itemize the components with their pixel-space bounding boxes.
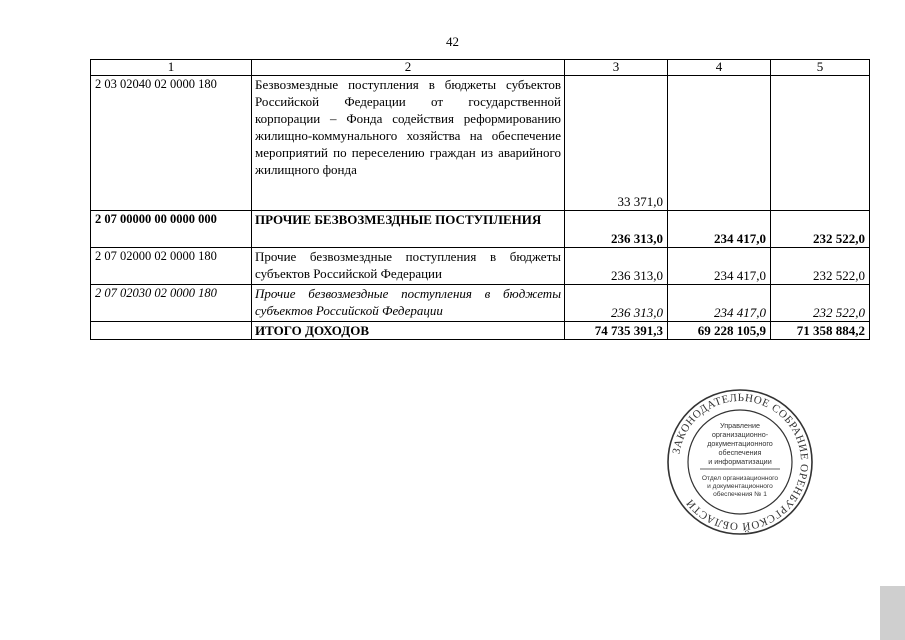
stamp-ring-text: ЗАКОНОДАТЕЛЬНОЕ СОБРАНИЕ ОРЕНБУРГСКОЙ ОБЛАСТИ: [670, 391, 811, 533]
amount-col-3: 236 313,0: [565, 211, 668, 248]
income-description: Прочие безвозмездные поступления в бюджеты субъектов Российской Федерации: [252, 248, 565, 285]
amount-col-3: 236 313,0: [565, 285, 668, 322]
amount-col-5: 232 522,0: [771, 211, 870, 248]
stamp-seal: [664, 388, 816, 536]
stamp-upper-line: организационно-: [711, 430, 769, 439]
amount-col-5: 232 522,0: [771, 285, 870, 322]
income-description: Прочие безвозмездные поступления в бюджеты субъектов Российской Федерации: [252, 285, 565, 322]
amount-col-4: 234 417,0: [668, 211, 771, 248]
header-col-5: 5: [771, 60, 870, 76]
stamp-upper-line: и информатизации: [708, 457, 772, 466]
budget-code: 2 07 00000 00 0000 000: [91, 211, 252, 248]
table-row: [91, 211, 870, 248]
stamp-upper-line: документационного: [707, 439, 773, 448]
amount-col-4: [668, 76, 771, 211]
amount-col-4: 234 417,0: [668, 285, 771, 322]
stamp-lower-line: Отдел организационного: [701, 475, 779, 482]
official-stamp: [664, 388, 816, 536]
header-col-4: 4: [668, 60, 771, 76]
table-row: [91, 76, 870, 211]
income-description: ИТОГО ДОХОДОВ: [252, 322, 565, 340]
amount-col-3: 33 371,0: [565, 76, 668, 211]
income-description: Безвозмездные поступления в бюджеты субъектов Российской Федерации от государственной корпорации – Фонда содействия реформированию жилищно-коммунального хозяйства на обеспечение мероприятий по переселению граждан из аварийного жилищного фонда: [252, 76, 565, 211]
scan-edge-shadow: [880, 586, 905, 640]
stamp-lower-line: обеспечения № 1: [713, 491, 767, 498]
amount-col-4: 234 417,0: [668, 248, 771, 285]
table-header-row: [91, 60, 870, 76]
budget-code: 2 03 02040 02 0000 180: [91, 76, 252, 211]
budget-code: [91, 322, 252, 340]
income-description: ПРОЧИЕ БЕЗВОЗМЕЗДНЫЕ ПОСТУПЛЕНИЯ: [252, 211, 565, 248]
budget-code: 2 07 02000 02 0000 180: [91, 248, 252, 285]
budget-code: 2 07 02030 02 0000 180: [91, 285, 252, 322]
header-col-3: 3: [565, 60, 668, 76]
page-number: 42: [446, 34, 459, 49]
total-col-3: 74 735 391,3: [565, 322, 668, 340]
stamp-lower-line: и документационного: [707, 483, 773, 490]
total-col-5: 71 358 884,2: [771, 322, 870, 340]
total-col-4: 69 228 105,9: [668, 322, 771, 340]
header-col-2: 2: [252, 60, 565, 76]
amount-col-5: 232 522,0: [771, 248, 870, 285]
table-row: [91, 285, 870, 322]
stamp-upper-line: обеспечения: [718, 448, 762, 457]
table-row-total: [91, 322, 870, 340]
amount-col-5: [771, 76, 870, 211]
header-col-1: 1: [91, 60, 252, 76]
amount-col-3: 236 313,0: [565, 248, 668, 285]
table-row: [91, 248, 870, 285]
stamp-upper-line: Управление: [720, 421, 760, 430]
budget-table: [90, 59, 870, 340]
